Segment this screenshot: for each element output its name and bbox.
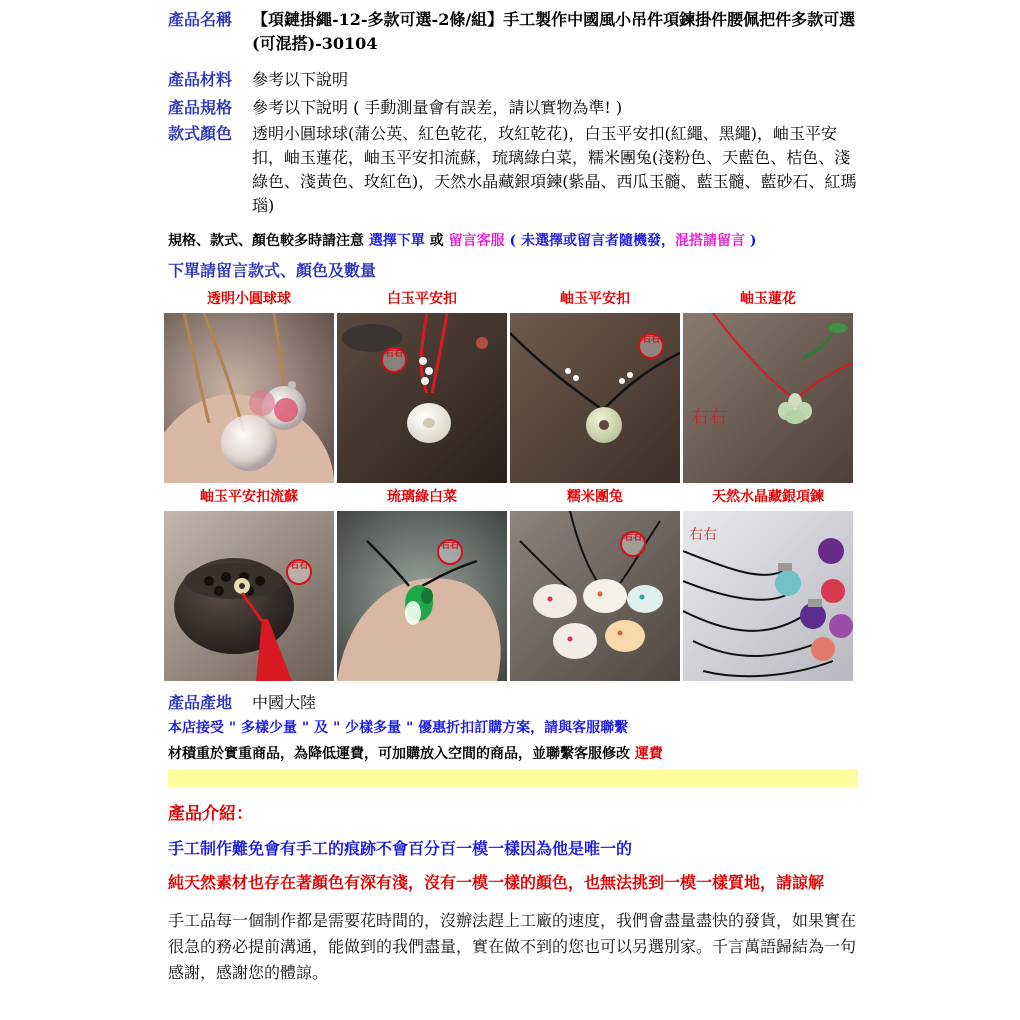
select-order-link[interactable]: 選擇下單	[368, 233, 425, 249]
caption-4: 岫玉蓮花	[740, 291, 796, 307]
caption-7: 糯米團兔	[567, 489, 623, 505]
product-spec-label: 產品規格	[168, 98, 233, 117]
photo-xiu-jade-lotus	[683, 313, 853, 483]
intro-handmade-note: 手工制作難免會有手工的痕跡不會百分百一模一樣因為他是唯一的	[168, 839, 633, 858]
product-material-label: 產品材料	[168, 70, 233, 89]
product-material-value: 參考以下說明	[252, 70, 349, 89]
product-gallery	[164, 285, 858, 681]
photo-jade-disc-tassel	[164, 511, 334, 681]
shipping-notice	[168, 743, 858, 765]
notice-paren-open: ( 未選擇或留言者隨機發，	[504, 233, 675, 249]
shop-seal-stamp: 右右	[620, 531, 646, 557]
photo-glass-green-cabbage	[337, 511, 507, 681]
caption-2: 白玉平安扣	[387, 291, 457, 307]
photo-rice-rabbits	[510, 511, 680, 681]
intro-natural-material-note: 純天然素材也存在著顏色有深有淺，沒有一模一樣的顏色，也無法挑到一模一樣質地，請諒解	[168, 873, 825, 892]
photo-clear-ball-pendant	[164, 313, 334, 483]
caption-3: 岫玉平安扣	[560, 291, 630, 307]
product-name-label: 產品名稱	[168, 10, 233, 29]
product-description	[168, 8, 858, 986]
product-name-row	[168, 8, 858, 56]
shop-seal-stamp: 右右	[286, 559, 312, 585]
product-origin-row	[168, 691, 858, 715]
notice-paren-close: )	[745, 233, 757, 249]
caption-1: 透明小圓球球	[207, 291, 291, 307]
photo-xiu-jade-disc	[510, 313, 680, 483]
photo-white-jade-disc	[337, 313, 507, 483]
caption-5: 岫玉平安扣流蘇	[200, 489, 298, 505]
order-note: 下單請留言款式、顏色及數量	[168, 261, 377, 280]
selection-notice	[168, 230, 858, 252]
svg-text:右右: 右右	[691, 407, 727, 428]
product-style-row	[168, 122, 858, 218]
mix-note: 混搭請留言	[675, 233, 745, 249]
product-spec-row	[168, 96, 858, 120]
shop-seal-stamp: 右右	[381, 347, 407, 373]
shop-seal-stamp: 右右	[437, 539, 463, 565]
product-origin-label: 產品產地	[168, 693, 233, 712]
photo-crystal-silver-necklace	[683, 511, 853, 681]
notice-or: 或	[424, 233, 449, 249]
caption-8: 天然水晶藏銀項鍊	[712, 489, 824, 505]
product-spec-value: 參考以下說明 ( 手動測量會有誤差，請以實物為準! )	[252, 98, 623, 117]
shipping-text: 材積重於實重商品，為降低運費，可加購放入空間的商品，並聯繫客服修改	[168, 746, 635, 762]
message-service-link[interactable]: 留言客服	[448, 233, 505, 249]
notice-prefix: 規格、款式、顏色較多時請注意	[168, 233, 369, 249]
intro-shipping-note: 手工品每一個制作都是需要花時間的，沒辦法趕上工廠的速度，我們會盡量盡快的發貨，如果實在很急的務必提前溝通，能做到的我們盡量，實在做不到的您也可以另選別家。千言萬語歸結為一句感謝，感謝您的體諒。	[168, 911, 857, 982]
product-name-value: 【項鏈掛繩-12-多款可選-2條/組】手工製作中國風小吊件項鍊掛件腰佩把件多款可選(可混搭)-30104	[252, 10, 856, 53]
product-origin-value: 中國大陸	[252, 693, 317, 712]
highlight-divider	[168, 769, 858, 787]
svg-text:右右: 右右	[689, 527, 717, 543]
product-material-row	[168, 68, 858, 92]
wholesale-notice: 本店接受 " 多樣少量 " 及 " 少樣多量 " 優惠折扣訂購方案，請與客服聯繫	[168, 720, 629, 736]
product-style-value: 透明小圓球球(蒲公英、紅色乾花，玫紅乾花)，白玉平安扣(紅繩、黑繩)，岫玉平安扣，岫玉蓮花，岫玉平安扣流蘇，琉璃綠白菜，糯米團兔(淺粉色、天藍色、桔色、淺綠色、淺黃色、玫紅色)，天然水晶藏銀項鍊(紫晶、西瓜玉髓、藍玉髓、藍砂石、紅瑪瑙)	[252, 124, 857, 215]
product-style-label: 款式顏色	[168, 124, 233, 143]
intro-title: 產品介紹：	[168, 804, 253, 824]
caption-6: 琉璃綠白菜	[387, 489, 457, 505]
shop-seal-stamp: 右右	[638, 333, 664, 359]
shipping-fee-link[interactable]: 運費	[634, 746, 663, 762]
